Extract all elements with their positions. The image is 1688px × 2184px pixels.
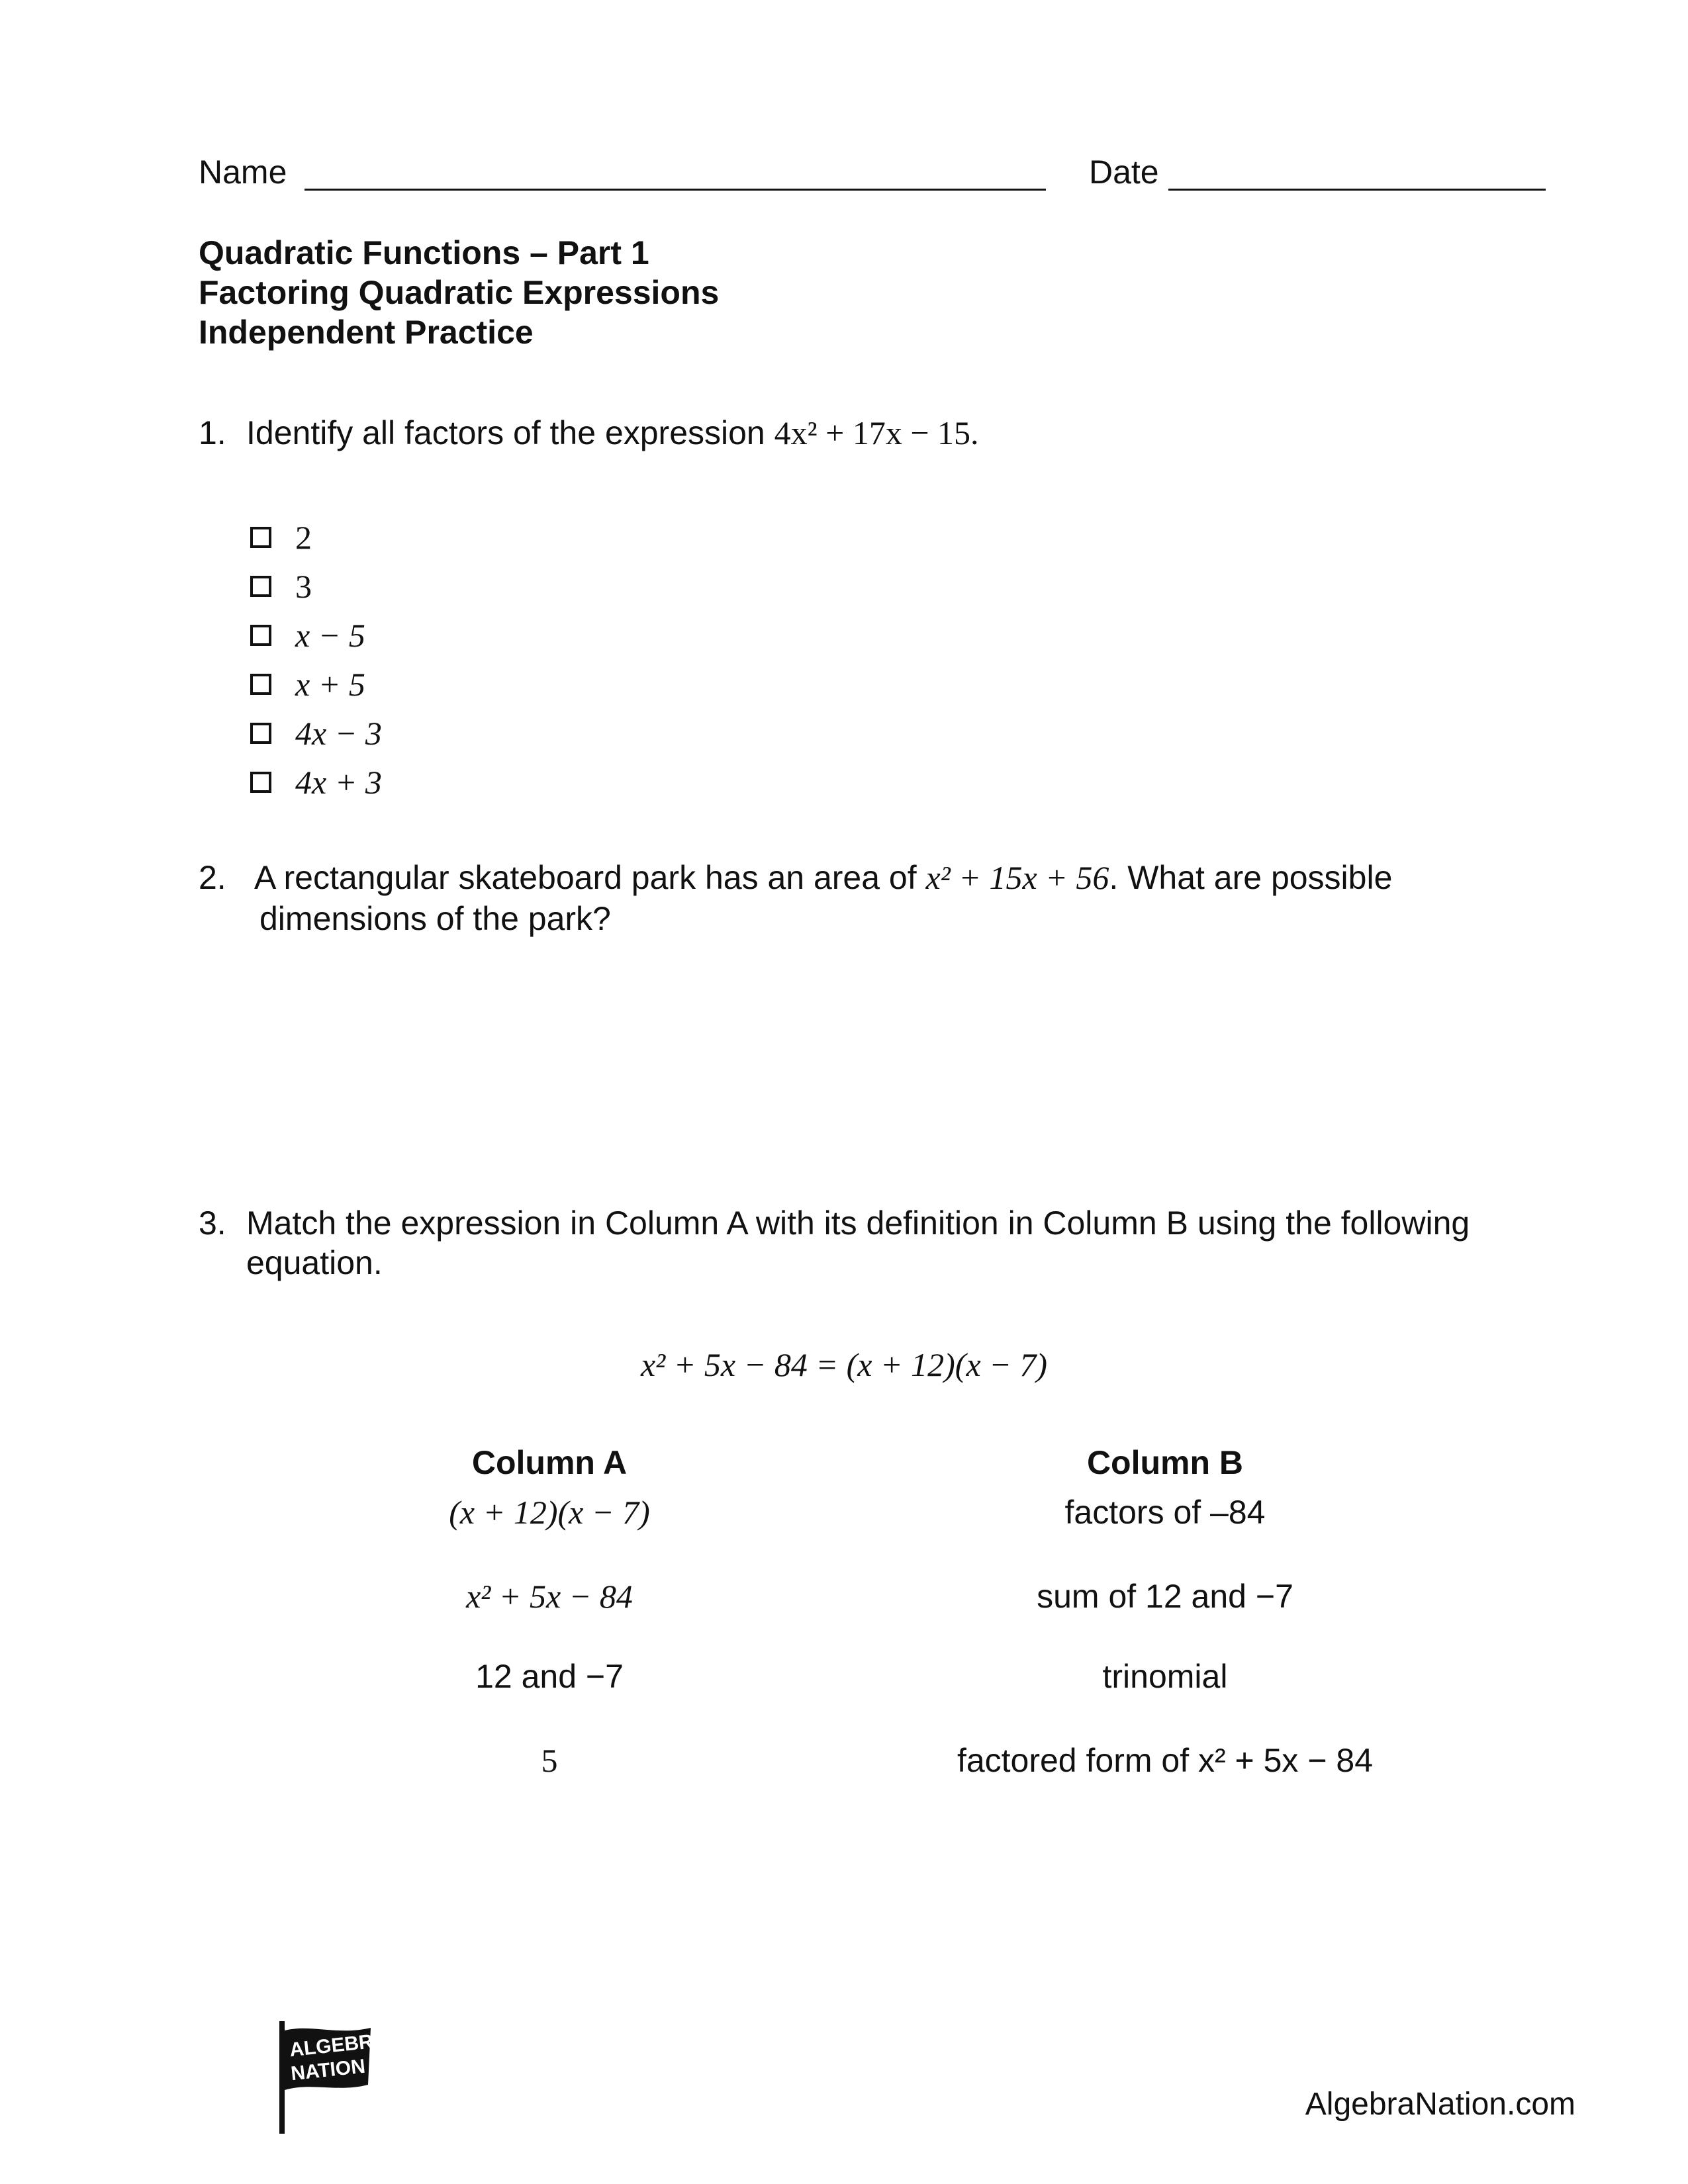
- q2-text-a: A rectangular skateboard park has an area of: [254, 859, 917, 896]
- q2-text-b: . What are possible: [1109, 859, 1393, 896]
- title-line-1: Quadratic Functions – Part 1: [199, 234, 649, 271]
- name-label: Name: [199, 154, 287, 191]
- column-a-item: 12 and −7: [475, 1658, 624, 1695]
- column-b-item: factors of –84: [1064, 1494, 1266, 1531]
- column-a-item: 5: [541, 1742, 558, 1779]
- column-b-item: sum of 12 and −7: [1037, 1578, 1293, 1615]
- algebra-nation-logo: [271, 2019, 384, 2138]
- checkbox[interactable]: [250, 576, 271, 597]
- column-b-item: trinomial: [1102, 1658, 1228, 1695]
- q2-expression: x² + 15x + 56: [925, 859, 1109, 896]
- q1-option[interactable]: 3: [250, 562, 382, 611]
- column-a-header: Column A: [471, 1444, 628, 1481]
- checkbox[interactable]: [250, 527, 271, 548]
- q3-equation: x² + 5x − 84 = (x + 12)(x − 7): [640, 1346, 1048, 1383]
- name-field-line[interactable]: [305, 189, 1046, 191]
- checkbox[interactable]: [250, 674, 271, 695]
- checkbox[interactable]: [250, 772, 271, 793]
- column-a-item: x² + 5x − 84: [466, 1578, 633, 1615]
- q1-expression: 4x² + 17x − 15.: [774, 414, 979, 451]
- q3-prompt-line-1: Match the expression in Column A with its definition in Column B using the following: [246, 1205, 1470, 1242]
- q3-number: 3.: [199, 1205, 226, 1242]
- q3-prompt-line-2: equation.: [246, 1244, 383, 1281]
- logo-text-1: ALGEBRA: [288, 2029, 384, 2062]
- checkbox[interactable]: [250, 625, 271, 646]
- q1-prompt: [246, 413, 979, 453]
- checkbox[interactable]: [250, 723, 271, 744]
- logo-text-2: NATION: [289, 2055, 367, 2085]
- q1-option[interactable]: 2: [250, 513, 382, 562]
- q1-text: Identify all factors of the expression: [246, 414, 765, 451]
- date-field-line[interactable]: [1168, 189, 1546, 191]
- q2-prompt-line-2: dimensions of the park?: [259, 900, 611, 937]
- flag-icon: [271, 2019, 384, 2138]
- q1-option[interactable]: x + 5: [250, 660, 382, 709]
- date-label: Date: [1089, 154, 1159, 191]
- q1-option[interactable]: x − 5: [250, 611, 382, 660]
- q2-number: 2.: [199, 859, 226, 896]
- q1-option[interactable]: 4x + 3: [250, 758, 382, 807]
- column-b-header: Column B: [1086, 1444, 1244, 1481]
- column-a-item: (x + 12)(x − 7): [449, 1494, 650, 1531]
- q2-prompt-line-1: [254, 858, 1392, 897]
- q1-number: 1.: [199, 414, 226, 451]
- column-b-item: factored form of x² + 5x − 84: [957, 1742, 1374, 1779]
- title-line-2: Factoring Quadratic Expressions: [199, 274, 720, 311]
- title-line-3: Independent Practice: [199, 314, 534, 351]
- q1-options: [250, 513, 382, 807]
- q1-option[interactable]: 4x − 3: [250, 709, 382, 758]
- footer-site: AlgebraNation.com: [1305, 2087, 1575, 2122]
